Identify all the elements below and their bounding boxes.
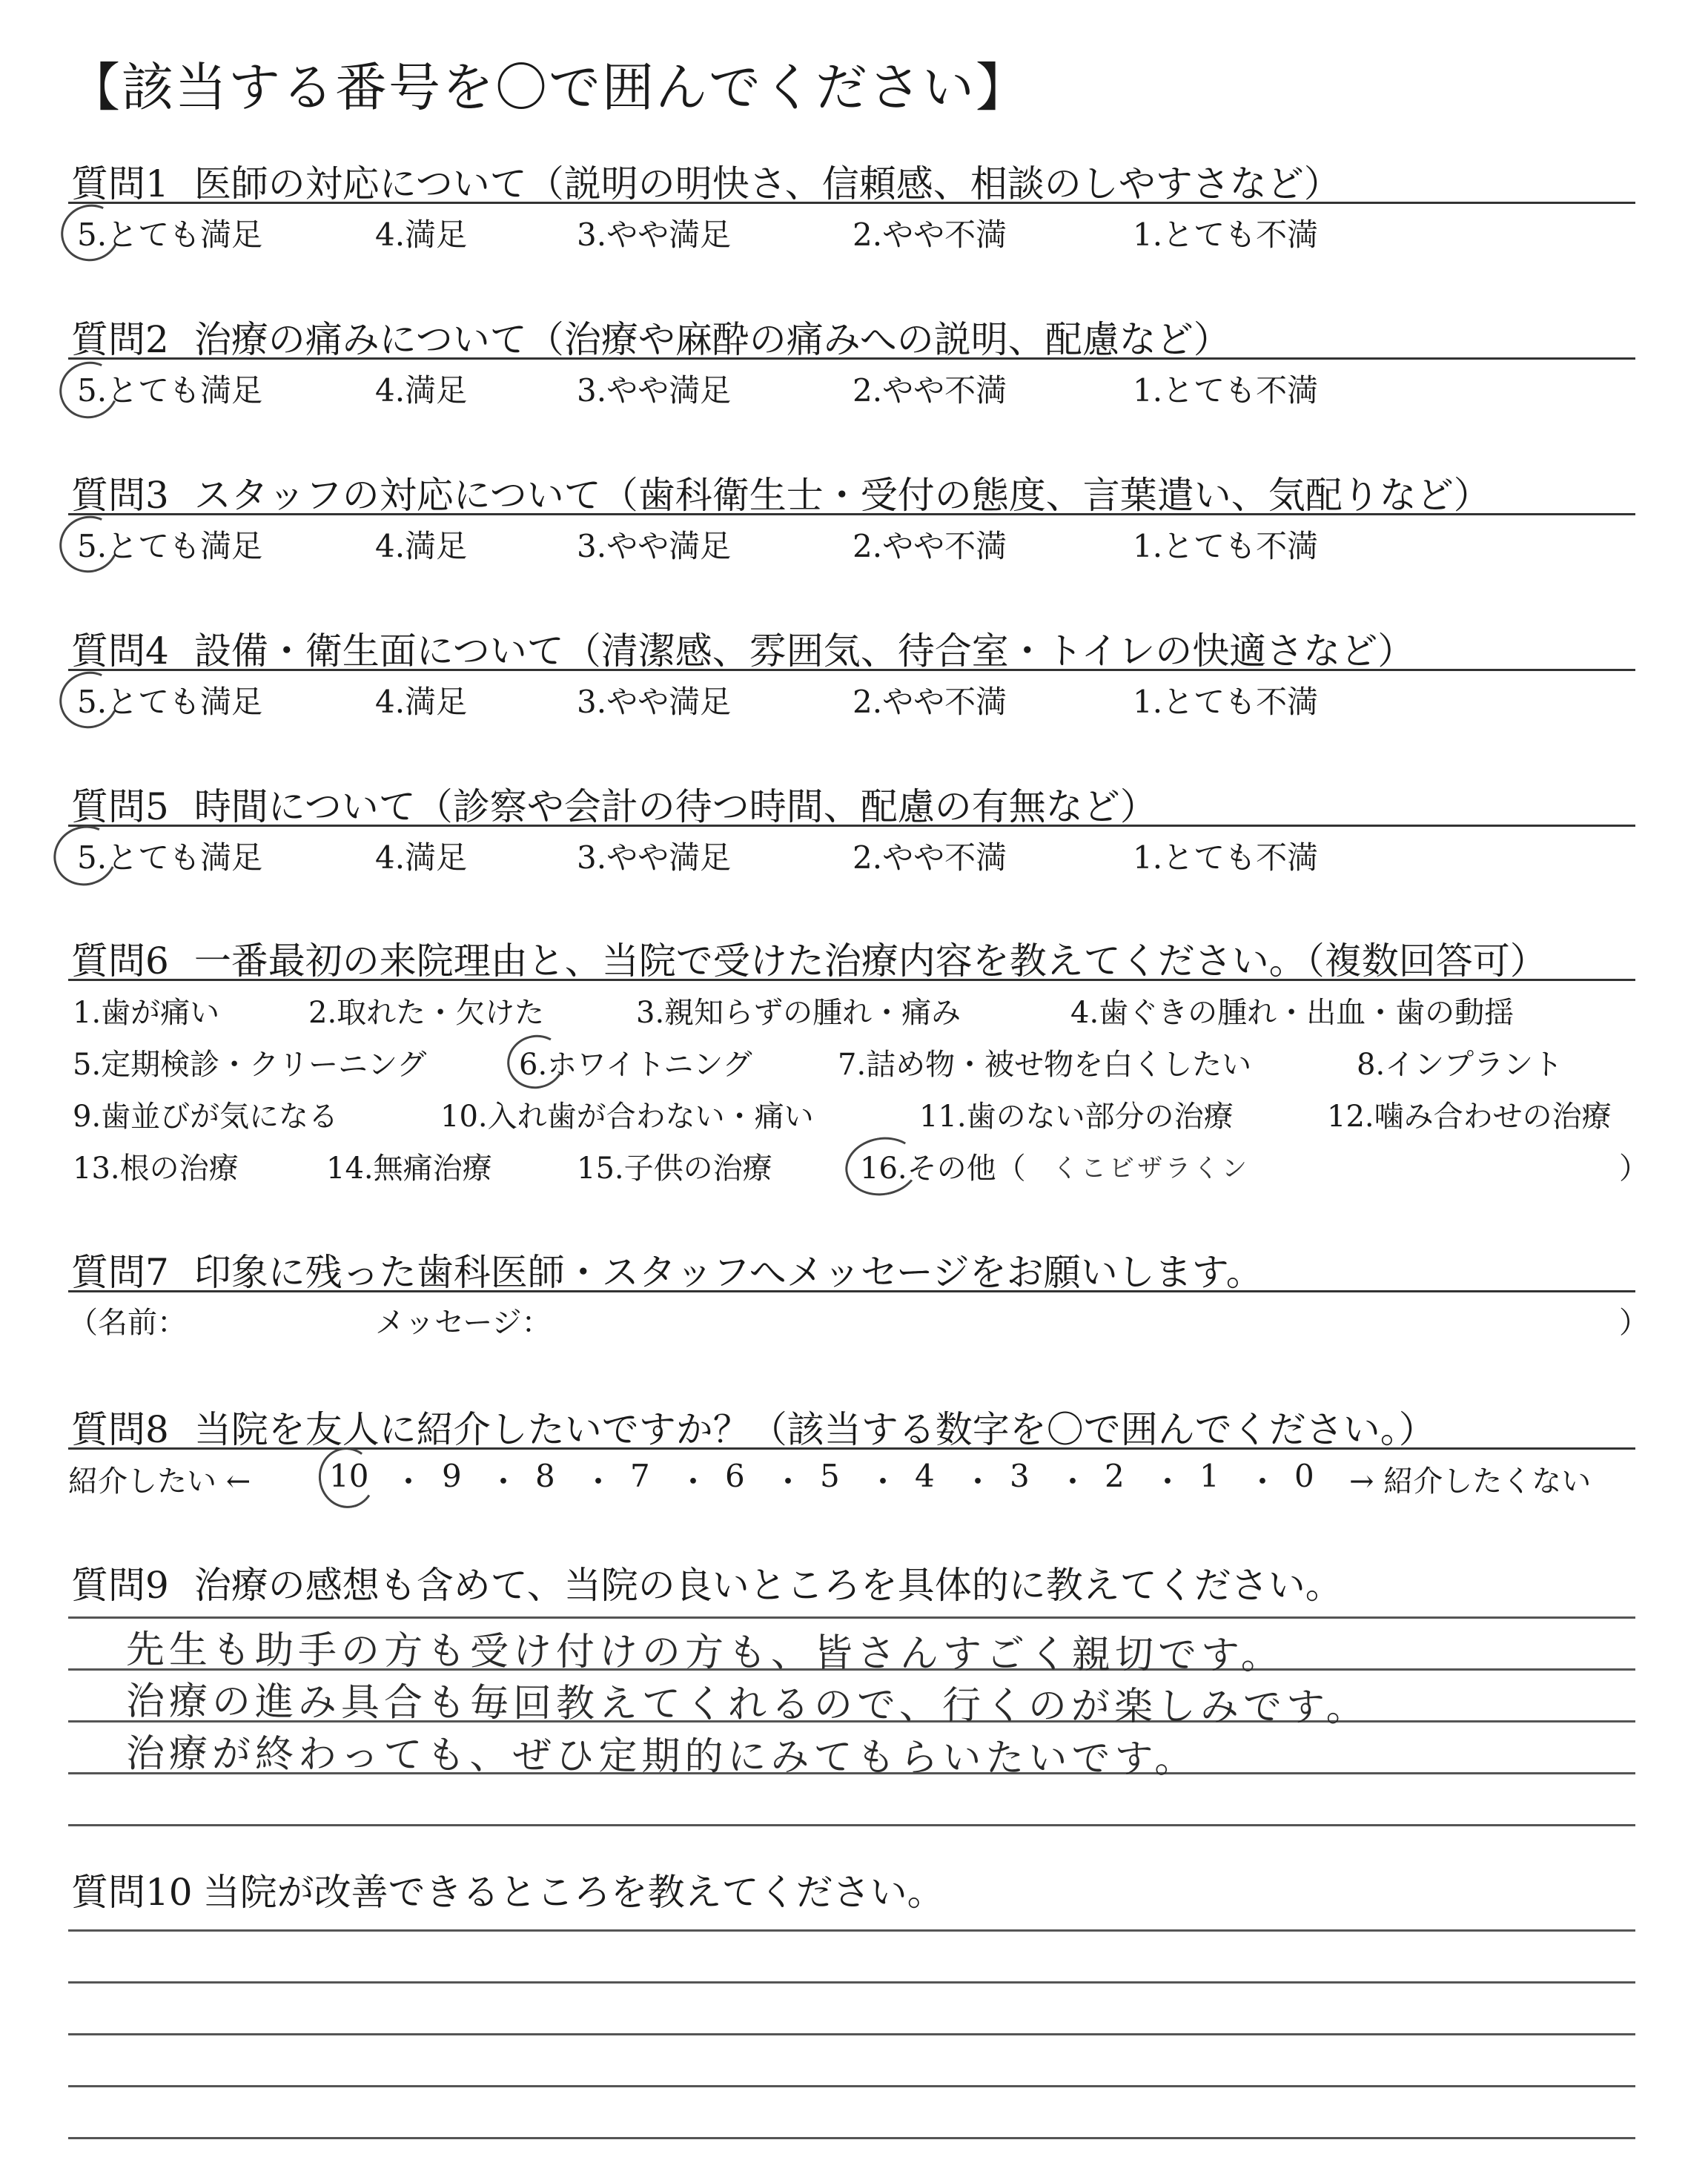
option-2[interactable]: 2.やや不満: [853, 839, 1007, 876]
option-2[interactable]: 2.やや不満: [853, 684, 1007, 720]
option-1[interactable]: 1.とても不満: [1133, 839, 1319, 876]
option-4[interactable]: 4.満足: [375, 372, 468, 409]
question-4-heading: [71, 621, 1414, 675]
q6-other-close-paren: ）: [1619, 1152, 1649, 1186]
question-label: 質問8: [71, 1408, 169, 1451]
question-text: 治療の感想も含めて、当院の良いところを具体的に教えてください。: [193, 1564, 1343, 1607]
option-5[interactable]: 5.とても満足: [77, 528, 263, 564]
question-9-heading: [71, 1556, 1343, 1609]
option-2[interactable]: 2.やや不満: [853, 528, 1007, 564]
answer-line: [68, 1929, 1635, 1932]
question-1-heading: [71, 154, 1341, 208]
q6-option-15[interactable]: 15.子供の治療: [577, 1152, 772, 1186]
option-5[interactable]: 5.とても満足: [77, 839, 263, 876]
scale-left-label: 紹介したい ←: [68, 1464, 251, 1499]
q6-option-1[interactable]: 1.歯が痛い: [73, 996, 220, 1030]
scale-separator: ・: [488, 1464, 520, 1500]
question-label: 質問2: [71, 318, 169, 361]
option-1[interactable]: 1.とても不満: [1133, 217, 1319, 253]
scale-7[interactable]: 7: [630, 1458, 650, 1494]
question-label: 質問7: [71, 1251, 169, 1294]
option-1[interactable]: 1.とても不満: [1133, 372, 1319, 409]
option-4[interactable]: 4.満足: [375, 217, 468, 253]
q6-option-12[interactable]: 12.噛み合わせの治療: [1327, 1100, 1612, 1134]
question-text: スタッフの対応について（歯科衛生士・受付の態度、言葉遣い、気配りなど）: [193, 474, 1491, 517]
handwritten-answer-line: 治療が終わっても、ぜひ定期的にみてもらいたいです。: [125, 1731, 1198, 1782]
divider: [68, 825, 1635, 827]
option-3[interactable]: 3.やや満足: [577, 217, 732, 253]
divider: [68, 1290, 1635, 1292]
question-text: 設備・衛生面について（清潔感、雰囲気、待合室・トイレの快適さなど）: [193, 630, 1415, 673]
q6-option-3[interactable]: 3.親知らずの腫れ・痛み: [636, 996, 961, 1030]
q6-option-4[interactable]: 4.歯ぐきの腫れ・出血・歯の動揺: [1070, 996, 1515, 1030]
question-label: 質問9: [71, 1564, 169, 1607]
scale-separator: ・: [867, 1464, 899, 1500]
scale-separator: ・: [583, 1464, 615, 1500]
question-2-heading: [71, 310, 1231, 363]
q6-option-14[interactable]: 14.無痛治療: [326, 1152, 492, 1186]
question-6-heading: [71, 931, 1547, 985]
scale-5[interactable]: 5: [820, 1458, 840, 1494]
divider: [68, 202, 1635, 204]
divider: [68, 1447, 1635, 1450]
question-label: 質問1: [71, 162, 169, 205]
scale-4[interactable]: 4: [915, 1458, 935, 1494]
option-5[interactable]: 5.とても満足: [77, 372, 263, 409]
question-text: 印象に残った歯科医師・スタッフへメッセージをお願いします。: [193, 1251, 1263, 1294]
answer-line: [68, 1981, 1635, 1984]
scale-right-label: → 紹介したくない: [1349, 1464, 1592, 1499]
q6-option-10[interactable]: 10.入れ歯が合わない・痛い: [440, 1100, 814, 1134]
field-close-paren: ）: [1619, 1306, 1649, 1340]
question-label: 質問6: [71, 939, 169, 982]
divider: [68, 357, 1635, 360]
question-label: 質問5: [71, 785, 169, 828]
question-3-heading: [71, 466, 1491, 519]
divider: [68, 979, 1635, 981]
answer-line: [68, 2137, 1635, 2139]
question-text: 一番最初の来院理由と、当院で受けた治療内容を教えてください。（複数回答可）: [193, 939, 1547, 982]
name-field-label[interactable]: （名前：: [68, 1306, 187, 1340]
option-4[interactable]: 4.満足: [375, 839, 468, 876]
q6-option-11[interactable]: 11.歯のない部分の治療: [919, 1100, 1234, 1134]
question-text: 医師の対応について（説明の明快さ、信頼感、相談のしやすさなど）: [193, 162, 1341, 205]
handwritten-answer-line: 先生も助手の方も受け付けの方も、皆さんすごく親切です。: [125, 1627, 1284, 1679]
option-3[interactable]: 3.やや満足: [577, 684, 732, 720]
option-4[interactable]: 4.満足: [375, 684, 468, 720]
message-field-label[interactable]: メッセージ：: [375, 1306, 552, 1340]
option-3[interactable]: 3.やや満足: [577, 839, 732, 876]
option-5[interactable]: 5.とても満足: [77, 217, 263, 253]
option-2[interactable]: 2.やや不満: [853, 217, 1007, 253]
answer-line: [68, 1824, 1635, 1826]
handwritten-answer-line: 治療の進み具合も毎回教えてくれるので、行くのが楽しみです。: [125, 1679, 1369, 1731]
q6-option-7[interactable]: 7.詰め物・被せ物を白くしたい: [838, 1048, 1252, 1082]
question-7-heading: [71, 1243, 1263, 1296]
q6-option-13[interactable]: 13.根の治療: [73, 1152, 239, 1186]
option-3[interactable]: 3.やや満足: [577, 528, 732, 564]
q6-option-8[interactable]: 8.インプラント: [1357, 1048, 1563, 1082]
scale-separator: ・: [1152, 1464, 1184, 1500]
question-8-heading: [71, 1400, 1436, 1453]
option-4[interactable]: 4.満足: [375, 528, 468, 564]
question-10-heading: [71, 1863, 944, 1916]
scale-separator: ・: [678, 1464, 709, 1500]
question-label: 質問10: [71, 1871, 193, 1914]
divider: [68, 669, 1635, 671]
q6-option-6[interactable]: 6.ホワイトニング: [519, 1048, 752, 1082]
scale-2[interactable]: 2: [1105, 1458, 1125, 1494]
option-3[interactable]: 3.やや満足: [577, 372, 732, 409]
option-1[interactable]: 1.とても不満: [1133, 684, 1319, 720]
scale-separator: ・: [772, 1464, 804, 1500]
scale-separator: ・: [962, 1464, 994, 1500]
answer-line: [68, 2033, 1635, 2035]
question-label: 質問4: [71, 630, 169, 673]
q6-option-2[interactable]: 2.取れた・欠けた: [308, 996, 545, 1030]
question-text: 当院が改善できるところを教えてください。: [202, 1871, 944, 1914]
scale-0[interactable]: 0: [1294, 1458, 1314, 1494]
scale-8[interactable]: 8: [535, 1458, 555, 1494]
question-text: 治療の痛みについて（治療や麻酔の痛みへの説明、配慮など）: [193, 318, 1231, 361]
question-text: 時間について（診察や会計の待つ時間、配慮の有無など）: [193, 785, 1157, 828]
scale-9[interactable]: 9: [442, 1458, 462, 1494]
scale-10[interactable]: 10: [329, 1458, 369, 1494]
scale-1[interactable]: 1: [1199, 1458, 1219, 1494]
option-5[interactable]: 5.とても満足: [77, 684, 263, 720]
scale-separator: ・: [1057, 1464, 1089, 1500]
divider: [68, 513, 1635, 515]
answer-line: [68, 2085, 1635, 2087]
q6-option-16[interactable]: 16.その他（: [860, 1152, 1026, 1186]
option-2[interactable]: 2.やや不満: [853, 372, 1007, 409]
q6-option-5[interactable]: 5.定期検診・クリーニング: [73, 1048, 427, 1082]
q6-other-handwritten: くこビザラくン: [1053, 1154, 1250, 1183]
page-title: 【該当する番号を〇で囲んでください】: [68, 57, 1029, 118]
question-text: 当院を友人に紹介したいですか？（該当する数字を〇で囲んでください。）: [193, 1408, 1436, 1451]
scale-separator: ・: [393, 1464, 425, 1500]
question-5-heading: [71, 777, 1157, 830]
q6-option-9[interactable]: 9.歯並びが気になる: [73, 1100, 339, 1134]
scale-3[interactable]: 3: [1010, 1458, 1030, 1494]
scale-6[interactable]: 6: [725, 1458, 745, 1494]
option-1[interactable]: 1.とても不満: [1133, 528, 1319, 564]
question-label: 質問3: [71, 474, 169, 517]
scale-separator: ・: [1247, 1464, 1279, 1500]
